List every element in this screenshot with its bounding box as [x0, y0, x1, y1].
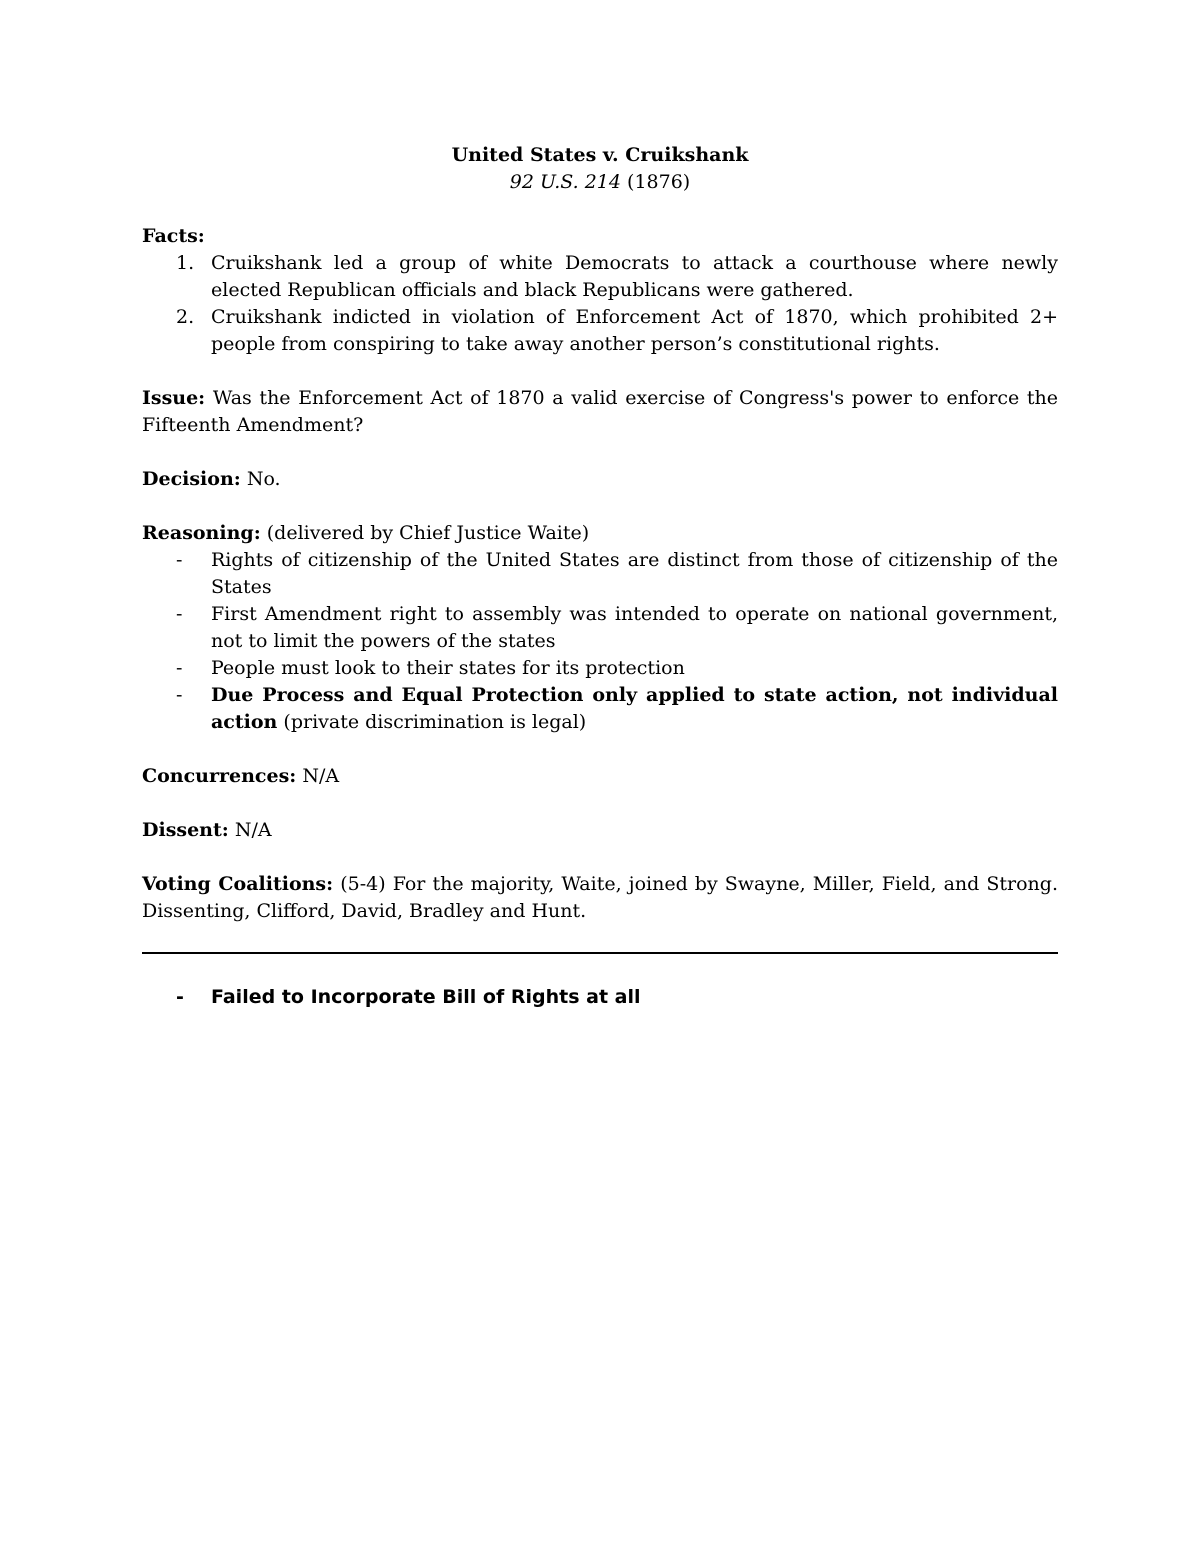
reasoning-list — [142, 547, 1058, 736]
list-item — [142, 304, 1058, 358]
voting-label: Voting Coalitions: — [142, 873, 334, 895]
document-page — [142, 142, 1058, 1011]
voting-section — [142, 871, 1058, 925]
issue-text: Was the Enforcement Act of 1870 a valid exercise of Congress's power to enforce the Fifteenth Amendment? — [142, 387, 1058, 436]
concurrences-label: Concurrences: — [142, 765, 297, 787]
voting-text: (5-4) For the majority, Waite, joined by Swayne, Miller, Field, and Strong. Dissenting, Clifford, David, Bradley and Hunt. — [142, 873, 1058, 922]
list-marker: - — [176, 986, 184, 1008]
list-item — [142, 547, 1058, 601]
concurrences-text: N/A — [302, 765, 340, 787]
reasoning-text: First Amendment right to assembly was intended to operate on national government, not to limit the powers of the states — [211, 603, 1058, 652]
fact-text: Cruikshank indicted in violation of Enforcement Act of 1870, which prohibited 2+ people from conspiring to take away another person’s constitutional rights. — [211, 306, 1058, 355]
reasoning-text: People must look to their states for its protection — [211, 657, 685, 679]
reasoning-intro: (delivered by Chief Justice Waite) — [266, 522, 590, 544]
list-marker: - — [176, 549, 183, 571]
citation-year: (1876) — [627, 171, 691, 193]
reasoning-text: Rights of citizenship of the United States are distinct from those of citizenship of the States — [211, 549, 1058, 598]
reasoning-section — [142, 520, 1058, 736]
list-marker: - — [176, 657, 183, 679]
footer-note — [142, 984, 1058, 1011]
list-marker: 1. — [176, 252, 195, 274]
citation-reporter: 92 U.S. 214 — [509, 171, 621, 193]
list-item — [142, 682, 1058, 736]
facts-list — [142, 250, 1058, 358]
horizontal-divider — [142, 952, 1058, 954]
concurrences-section — [142, 763, 1058, 790]
case-citation — [142, 169, 1058, 196]
issue-section — [142, 385, 1058, 439]
dissent-text: N/A — [234, 819, 272, 841]
facts-label: Facts: — [142, 225, 205, 247]
reasoning-heading — [142, 520, 1058, 547]
decision-text: No. — [246, 468, 281, 490]
list-marker: - — [176, 684, 183, 706]
dissent-label: Dissent: — [142, 819, 229, 841]
reasoning-bold-text: Due Process and Equal Protection only applied to state action, not individual action — [211, 684, 1058, 733]
list-item — [142, 655, 1058, 682]
reasoning-text: (private discrimination is legal) — [283, 711, 587, 733]
footer-list — [142, 984, 1058, 1011]
title-block — [142, 142, 1058, 196]
reasoning-label: Reasoning: — [142, 522, 261, 544]
decision-label: Decision: — [142, 468, 241, 490]
facts-section — [142, 223, 1058, 358]
dissent-section — [142, 817, 1058, 844]
fact-text: Cruikshank led a group of white Democrats to attack a courthouse where newly elected Republican officials and black Republicans were gathered. — [211, 252, 1058, 301]
case-title: United States v. Cruikshank — [451, 144, 749, 166]
list-item — [142, 250, 1058, 304]
footer-note-text: Failed to Incorporate Bill of Rights at all — [211, 986, 641, 1008]
decision-section — [142, 466, 1058, 493]
list-marker: 2. — [176, 306, 195, 328]
issue-label: Issue: — [142, 387, 206, 409]
list-item — [142, 984, 1058, 1011]
list-marker: - — [176, 603, 183, 625]
list-item — [142, 601, 1058, 655]
